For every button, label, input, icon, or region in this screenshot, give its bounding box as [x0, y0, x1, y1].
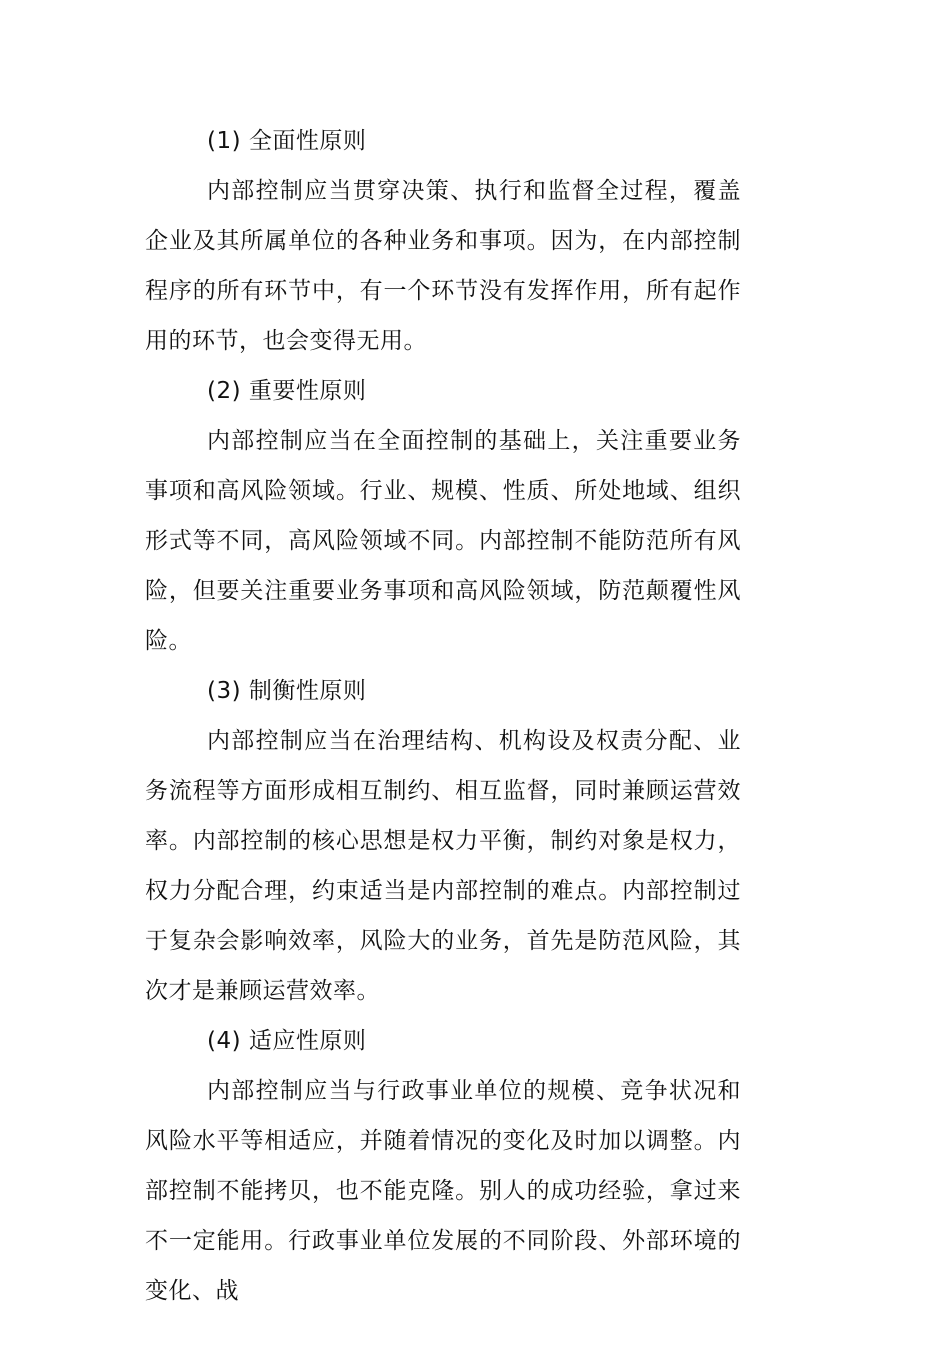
document-body: [145, 116, 741, 1316]
section-heading-importance: (2) 重要性原则: [207, 378, 367, 404]
section-heading-adaptability: (4) 适应性原则: [207, 1028, 367, 1054]
section-paragraph-comprehensiveness: 内部控制应当贯穿决策、执行和监督全过程，覆盖企业及其所属单位的各种业务和事项。因为，在内部控制程序的所有环节中，有一个环节没有发挥作用，所有起作用的环节，也会变得无用。: [145, 178, 741, 354]
section-heading-comprehensiveness: (1) 全面性原则: [207, 128, 367, 154]
section-paragraph-adaptability: 内部控制应当与行政事业单位的规模、竞争状况和风险水平等相适应，并随着情况的变化及时加以调整。内部控制不能拷贝，也不能克隆。别人的成功经验，拿过来不一定能用。行政事业单位发展的不同阶段、外部环境的变化、战: [145, 1078, 741, 1304]
section-heading-checks-balances: (3) 制衡性原则: [207, 678, 367, 704]
section-paragraph-importance: 内部控制应当在全面控制的基础上，关注重要业务事项和高风险领域。行业、规模、性质、所处地域、组织形式等不同，高风险领域不同。内部控制不能防范所有风险，但要关注重要业务事项和高风险领域，防范颠覆性风险。: [145, 428, 741, 654]
section-paragraph-checks-balances: 内部控制应当在治理结构、机构设及权责分配、业务流程等方面形成相互制约、相互监督，同时兼顾运营效率。内部控制的核心思想是权力平衡，制约对象是权力，权力分配合理，约束适当是内部控制的难点。内部控制过于复杂会影响效率，风险大的业务，首先是防范风险，其次才是兼顾运营效率。: [145, 728, 741, 1004]
